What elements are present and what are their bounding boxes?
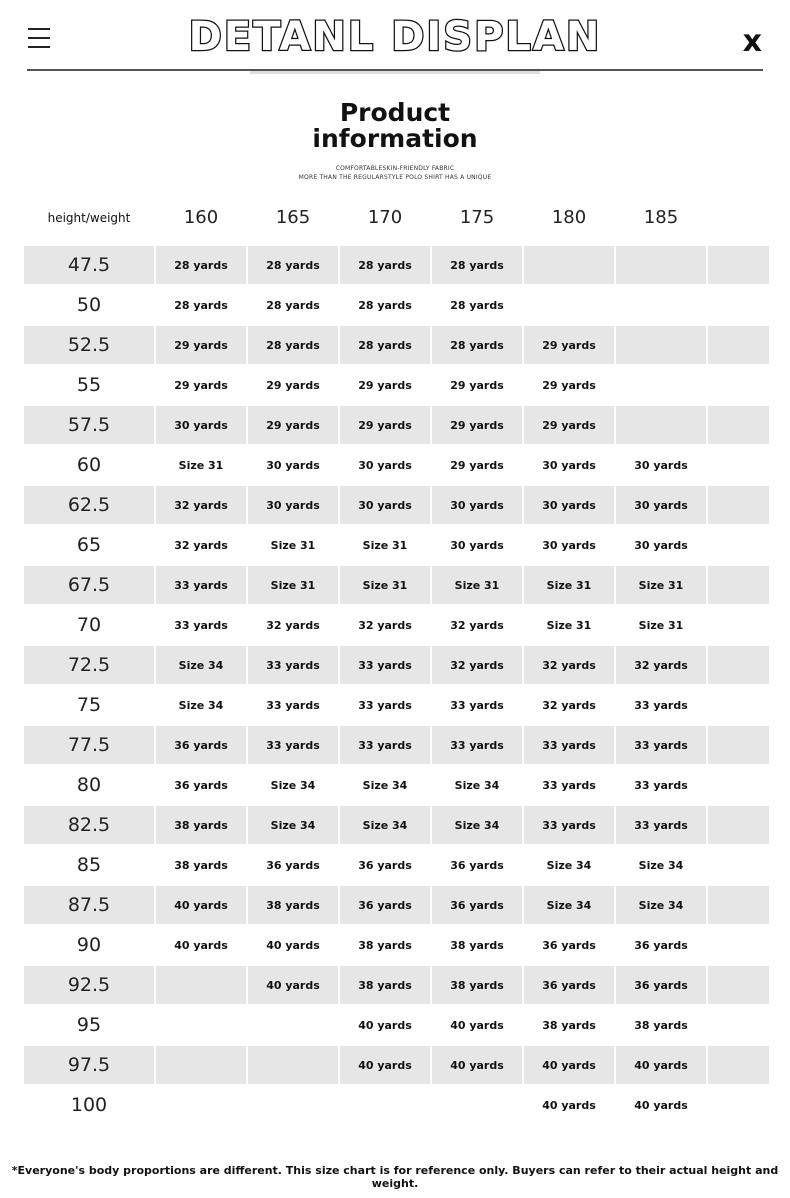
size-cell: 33 yards [156, 566, 246, 604]
weight-label: 50 [76, 294, 102, 316]
title-line-1: Product [339, 98, 451, 127]
size-cell: 40 yards [248, 966, 338, 1004]
size-cell [156, 1006, 246, 1044]
size-cell: Size 34 [432, 806, 522, 844]
row-spacer [708, 286, 769, 324]
size-cell: 30 yards [156, 406, 246, 444]
table-row [24, 966, 770, 1006]
size-cell: 40 yards [634, 1098, 688, 1112]
table-row [24, 326, 770, 366]
size-cell: 30 yards [616, 486, 706, 524]
size-cell [524, 246, 614, 284]
size-cell: 29 yards [340, 406, 430, 444]
size-cell [248, 1006, 338, 1044]
size-cell: 32 yards [450, 618, 504, 632]
size-cell: 36 yards [156, 726, 246, 764]
size-cell: Size 31 [546, 618, 592, 632]
table-row [24, 686, 770, 726]
size-cell: 30 yards [248, 486, 338, 524]
size-cell: 33 yards [358, 698, 412, 712]
size-cell: Size 34 [340, 806, 430, 844]
size-cell: 40 yards [174, 938, 228, 952]
table-row [24, 886, 770, 926]
size-cell: 33 yards [432, 726, 522, 764]
row-spacer [708, 686, 769, 724]
size-cell: 36 yards [174, 778, 228, 792]
row-spacer [708, 846, 769, 884]
size-cell: 33 yards [524, 726, 614, 764]
subtitle-line-2: MORE THAN THE REGULARSTYLE POLO SHIRT HAS A UNIQUE [298, 174, 492, 181]
table-row [24, 526, 770, 566]
size-cell: 38 yards [634, 1018, 688, 1032]
row-spacer [708, 766, 769, 804]
row-spacer [708, 726, 769, 764]
size-cell: 38 yards [432, 966, 522, 1004]
height-column-header: 160 [183, 207, 219, 228]
size-cell [616, 326, 706, 364]
weight-label: 62.5 [24, 486, 154, 524]
height-column-header: 170 [367, 207, 403, 228]
size-cell [616, 366, 706, 404]
footer-note: *Everyone's body proportions are different. This size chart is for reference only. Buyers can refer to their actual height and weight. [11, 1164, 779, 1190]
size-cell: 28 yards [248, 326, 338, 364]
size-cell: 36 yards [266, 858, 320, 872]
weight-label: 82.5 [24, 806, 154, 844]
size-cell: 28 yards [432, 326, 522, 364]
size-cell: 36 yards [358, 858, 412, 872]
weight-label: 80 [76, 774, 102, 796]
size-cell [616, 406, 706, 444]
size-cell: 32 yards [156, 486, 246, 524]
size-cell: Size 34 [248, 806, 338, 844]
size-cell: Size 34 [156, 646, 246, 684]
size-cell: 30 yards [450, 538, 504, 552]
size-cell: 29 yards [266, 378, 320, 392]
height-column-header: 175 [459, 207, 495, 228]
size-cell: 33 yards [542, 778, 596, 792]
table-row [24, 286, 770, 326]
table-row [24, 246, 770, 286]
size-cell: 29 yards [542, 378, 596, 392]
size-cell: 29 yards [156, 326, 246, 364]
size-cell: 32 yards [432, 646, 522, 684]
size-cell: 33 yards [248, 646, 338, 684]
size-cell: 38 yards [174, 858, 228, 872]
weight-label: 72.5 [24, 646, 154, 684]
table-row [24, 766, 770, 806]
subtitle-line-1: COMFORTABLESKIN-FRIENDLY FABRIC [335, 165, 455, 172]
size-cell: 30 yards [542, 458, 596, 472]
size-cell: 28 yards [266, 298, 320, 312]
size-cell: Size 31 [248, 566, 338, 604]
size-cell: 40 yards [432, 1046, 522, 1084]
table-row [24, 806, 770, 846]
size-cell: 36 yards [634, 938, 688, 952]
weight-label: 97.5 [24, 1046, 154, 1084]
size-cell: 28 yards [174, 298, 228, 312]
size-cell: 28 yards [432, 246, 522, 284]
size-cell: 32 yards [542, 698, 596, 712]
weight-label: 75 [76, 694, 102, 716]
size-cell: 29 yards [248, 406, 338, 444]
size-cell: 38 yards [542, 1018, 596, 1032]
size-cell: 28 yards [340, 246, 430, 284]
size-cell: 33 yards [634, 698, 688, 712]
size-cell [524, 286, 614, 324]
brand-logo: DETANL DISPLAN [188, 14, 602, 60]
size-cell: 28 yards [248, 246, 338, 284]
size-cell [248, 1086, 338, 1124]
size-cell: Size 34 [638, 858, 684, 872]
weight-label: 60 [76, 454, 102, 476]
size-cell: 28 yards [450, 298, 504, 312]
size-cell: 38 yards [340, 966, 430, 1004]
size-cell [340, 1086, 430, 1124]
row-spacer [708, 886, 769, 924]
height-column-header: 165 [275, 207, 311, 228]
weight-label: 95 [76, 1014, 102, 1036]
weight-label: 70 [76, 614, 102, 636]
row-spacer [708, 1006, 769, 1044]
size-cell: 30 yards [524, 486, 614, 524]
size-cell: 33 yards [248, 726, 338, 764]
size-cell: Size 31 [638, 618, 684, 632]
weight-label: 85 [76, 854, 102, 876]
table-row [24, 1006, 770, 1046]
size-cell: 38 yards [248, 886, 338, 924]
row-spacer [708, 646, 769, 684]
table-row [24, 566, 770, 606]
size-cell: Size 34 [524, 886, 614, 924]
size-cell: 36 yards [340, 886, 430, 924]
size-cell: 30 yards [340, 486, 430, 524]
size-cell [616, 286, 706, 324]
size-cell: 36 yards [616, 966, 706, 1004]
size-cell: 32 yards [524, 646, 614, 684]
size-chart-table [24, 246, 770, 1126]
size-cell: 38 yards [156, 806, 246, 844]
row-spacer [708, 806, 769, 844]
row-spacer [708, 366, 769, 404]
size-cell: Size 34 [616, 886, 706, 924]
size-cell: 32 yards [616, 646, 706, 684]
size-cell: 28 yards [358, 298, 412, 312]
row-spacer [708, 486, 769, 524]
size-cell [156, 1086, 246, 1124]
size-cell: 33 yards [340, 646, 430, 684]
size-cell: 30 yards [358, 458, 412, 472]
size-cell: 29 yards [432, 406, 522, 444]
weight-label: 90 [76, 934, 102, 956]
row-spacer [708, 966, 769, 1004]
weight-label: 100 [70, 1094, 108, 1116]
size-cell: 40 yards [616, 1046, 706, 1084]
size-cell: 36 yards [432, 886, 522, 924]
table-row [24, 926, 770, 966]
table-row [24, 646, 770, 686]
table-row [24, 726, 770, 766]
size-cell: Size 31 [270, 538, 316, 552]
weight-label: 55 [76, 374, 102, 396]
size-cell: 29 yards [450, 458, 504, 472]
size-cell: Size 31 [362, 538, 408, 552]
size-cell: 38 yards [358, 938, 412, 952]
table-row [24, 1046, 770, 1086]
size-cell: 28 yards [156, 246, 246, 284]
table-row [24, 366, 770, 406]
row-spacer [708, 926, 769, 964]
size-cell: Size 31 [524, 566, 614, 604]
size-cell: 36 yards [450, 858, 504, 872]
size-cell: Size 31 [432, 566, 522, 604]
weight-label: 57.5 [24, 406, 154, 444]
height-column-header: 180 [551, 207, 587, 228]
row-spacer [708, 1086, 769, 1124]
weight-label: 52.5 [24, 326, 154, 364]
size-cell: Size 34 [270, 778, 316, 792]
weight-label: 87.5 [24, 886, 154, 924]
size-cell: 38 yards [450, 938, 504, 952]
size-cell: 40 yards [524, 1046, 614, 1084]
title-line-2: information [312, 124, 478, 153]
size-cell: 40 yards [266, 938, 320, 952]
size-cell [156, 966, 246, 1004]
size-cell: Size 31 [616, 566, 706, 604]
size-cell: 40 yards [542, 1098, 596, 1112]
size-cell: 40 yards [340, 1046, 430, 1084]
row-spacer [708, 526, 769, 564]
size-cell: 36 yards [542, 938, 596, 952]
header-divider-accent [250, 71, 540, 74]
size-cell [248, 1046, 338, 1084]
size-cell: 33 yards [340, 726, 430, 764]
table-row [24, 1086, 770, 1126]
size-cell: 30 yards [634, 538, 688, 552]
size-cell [432, 1086, 522, 1124]
size-cell: 33 yards [616, 806, 706, 844]
table-row [24, 406, 770, 446]
size-cell: Size 31 [340, 566, 430, 604]
size-cell: 36 yards [524, 966, 614, 1004]
size-cell: 32 yards [174, 538, 228, 552]
size-cell: 29 yards [524, 406, 614, 444]
size-cell: 32 yards [266, 618, 320, 632]
row-spacer [708, 406, 769, 444]
size-cell: 30 yards [266, 458, 320, 472]
size-cell: Size 34 [362, 778, 408, 792]
size-cell: 33 yards [634, 778, 688, 792]
weight-label: 47.5 [24, 246, 154, 284]
size-cell: 29 yards [174, 378, 228, 392]
size-cell [616, 246, 706, 284]
table-row [24, 486, 770, 526]
size-cell: 33 yards [450, 698, 504, 712]
product-info-heading [0, 100, 790, 182]
row-spacer [708, 246, 769, 284]
weight-label: 65 [76, 534, 102, 556]
size-cell: 40 yards [450, 1018, 504, 1032]
size-cell: 33 yards [616, 726, 706, 764]
row-spacer [708, 606, 769, 644]
size-cell: Size 34 [546, 858, 592, 872]
size-cell: Size 34 [454, 778, 500, 792]
size-cell: 33 yards [266, 698, 320, 712]
size-cell: 33 yards [174, 618, 228, 632]
table-row [24, 846, 770, 886]
size-cell: Size 31 [178, 458, 224, 472]
size-cell: 28 yards [340, 326, 430, 364]
weight-label: 77.5 [24, 726, 154, 764]
table-row [24, 446, 770, 486]
height-column-header: 185 [643, 207, 679, 228]
size-cell: 29 yards [358, 378, 412, 392]
close-icon[interactable]: x [742, 24, 762, 59]
row-spacer [708, 446, 769, 484]
row-spacer [708, 566, 769, 604]
row-spacer [708, 326, 769, 364]
size-cell: 30 yards [432, 486, 522, 524]
size-cell: Size 34 [178, 698, 224, 712]
row-spacer [708, 1046, 769, 1084]
table-row [24, 606, 770, 646]
size-cell: 29 yards [450, 378, 504, 392]
size-cell: 40 yards [358, 1018, 412, 1032]
size-cell: 30 yards [634, 458, 688, 472]
size-cell [156, 1046, 246, 1084]
size-cell: 29 yards [524, 326, 614, 364]
size-cell: 30 yards [542, 538, 596, 552]
size-cell: 32 yards [358, 618, 412, 632]
corner-label: height/weight [47, 211, 131, 225]
weight-label: 92.5 [24, 966, 154, 1004]
weight-label: 67.5 [24, 566, 154, 604]
size-cell: 40 yards [156, 886, 246, 924]
size-cell: 33 yards [524, 806, 614, 844]
